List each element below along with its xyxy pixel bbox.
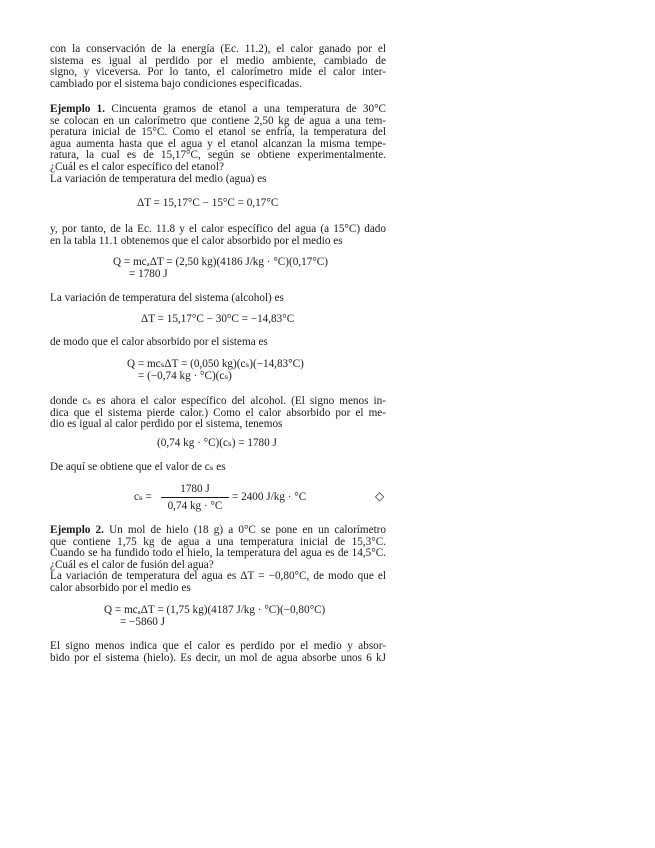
equation-q-water-line-1: Q = mcₐΔT = (2,50 kg)(4186 J/kg · °C)(0,17°C)	[113, 256, 328, 268]
text-line: de modo que el calor absorbido por el sistema es	[50, 336, 268, 348]
text-line: sistema es igual al perdido por el medio ambiente, cambiado de	[50, 54, 386, 67]
example-1-paragraph-5	[50, 396, 386, 431]
text-line: dio es igual al calor perdido por el sistema, tenemos	[50, 418, 283, 431]
text-line: Cuando se ha fundido todo el hielo, la temperatura del agua es de 14,5°C.	[50, 547, 386, 560]
text-line: ¿Cuál es el calor de fusión del agua?	[50, 558, 214, 571]
text-line: donde cₛ es ahora el calor específico del alcohol. (El signo menos in-	[50, 395, 386, 407]
text-line: La variación de temperatura del sistema (alcohol) es	[50, 292, 284, 304]
text-line: dica que el sistema pierde calor.) Como el calor absorbido por el me-	[50, 406, 386, 419]
equation-q-ice-line-1: Q = mcₐΔT = (1,75 kg)(4187 J/kg · °C)(−0,80°C)	[104, 604, 326, 616]
text-line: La variación de temperatura del agua es ΔT = −0,80°C, de modo que el	[50, 570, 386, 583]
text-line: que contiene 1,75 kg de agua a una temperatura inicial de 15,3°C.	[50, 535, 386, 548]
text-fragment: Cincuenta gramos de etanol a una temperatura de 30°C	[111, 103, 387, 115]
text-line: y, por tanto, de la Ec. 11.8 y el calor específico del agua (a 15°C) dado	[50, 223, 386, 235]
equation-cs-numerator: 1780 J	[180, 483, 210, 495]
example-1-paragraph-3	[50, 293, 386, 305]
example-1-statement	[50, 104, 386, 185]
intro-paragraph	[50, 44, 386, 90]
text-line: peratura inicial de 15°C. Como el etanol se enfría, la temperatura del	[50, 126, 386, 139]
equation-heat-balance: (0,74 kg · °C)(cₛ) = 1780 J	[157, 437, 277, 449]
example-2-label: Ejemplo 2.	[50, 524, 104, 536]
text-line: con la conservación de la energía (Ec. 11.2), el calor ganado por el	[50, 43, 386, 55]
text-line: De aquí se obtiene que el valor de cₛ es	[50, 461, 226, 473]
text-line: ¿Cuál es el calor específico del etanol?	[50, 160, 224, 173]
equation-cs-rhs: = 2400 J/kg · °C	[232, 491, 307, 503]
text-line: cambiado por el sistema bajo condiciones especificadas.	[50, 77, 302, 90]
text-line: agua aumenta hasta que el agua y el etanol alcanzan la misma tempe-	[50, 137, 386, 150]
text-line: El signo menos indica que el calor es perdido por el medio y absor-	[50, 640, 386, 652]
example-1-paragraph-6	[50, 462, 386, 474]
text-line: ratura, la cual es de 15,17°C, según se obtiene experimentalmente.	[50, 149, 386, 162]
text-line: La variación de temperatura del medio (agua) es	[50, 172, 267, 185]
equation-q-alcohol-line-2: = (−0,74 kg · °C)(cₛ)	[138, 370, 232, 382]
text-fragment: Un mol de hielo (18 g) a 0°C se pone en un calorímetro	[109, 524, 386, 536]
text-line	[50, 104, 386, 116]
text-line	[50, 525, 386, 537]
example-1-paragraph-4	[50, 337, 386, 349]
text-line: signo, y viceversa. Por lo tanto, el calorímetro mide el calor inter-	[50, 66, 386, 79]
equation-q-alcohol-line-1: Q = mcₛΔT = (0,050 kg)(cₛ)(−14,83°C)	[127, 358, 304, 370]
equation-delta-t-water: ΔT = 15,17°C − 15°C = 0,17°C	[137, 197, 279, 209]
end-of-example-mark: ◇	[375, 489, 385, 503]
example-2-statement	[50, 525, 386, 595]
equation-q-water-line-2: = 1780 J	[129, 268, 168, 280]
equation-cs-lhs: cₛ =	[134, 491, 152, 503]
text-line: se colocan en un calorímetro que contiene 2,50 kg de agua a una tem-	[50, 114, 386, 127]
text-line: en la tabla 11.1 obtenemos que el calor absorbido por el medio es	[50, 234, 343, 247]
example-2-paragraph-2	[50, 641, 386, 664]
text-line: bido por el sistema (hielo). Es decir, un mol de agua absorbe unos 6 kJ	[50, 651, 386, 664]
text-line: calor absorbido por el medio es	[50, 581, 191, 594]
example-1-paragraph-2	[50, 224, 386, 247]
equation-cs-denominator: 0,74 kg · °C	[167, 500, 223, 512]
example-1-label: Ejemplo 1.	[50, 103, 106, 115]
fraction-bar	[161, 497, 229, 498]
equation-delta-t-alcohol: ΔT = 15,17°C − 30°C = −14,83°C	[141, 313, 295, 325]
equation-q-ice-line-2: = −5860 J	[120, 616, 165, 628]
